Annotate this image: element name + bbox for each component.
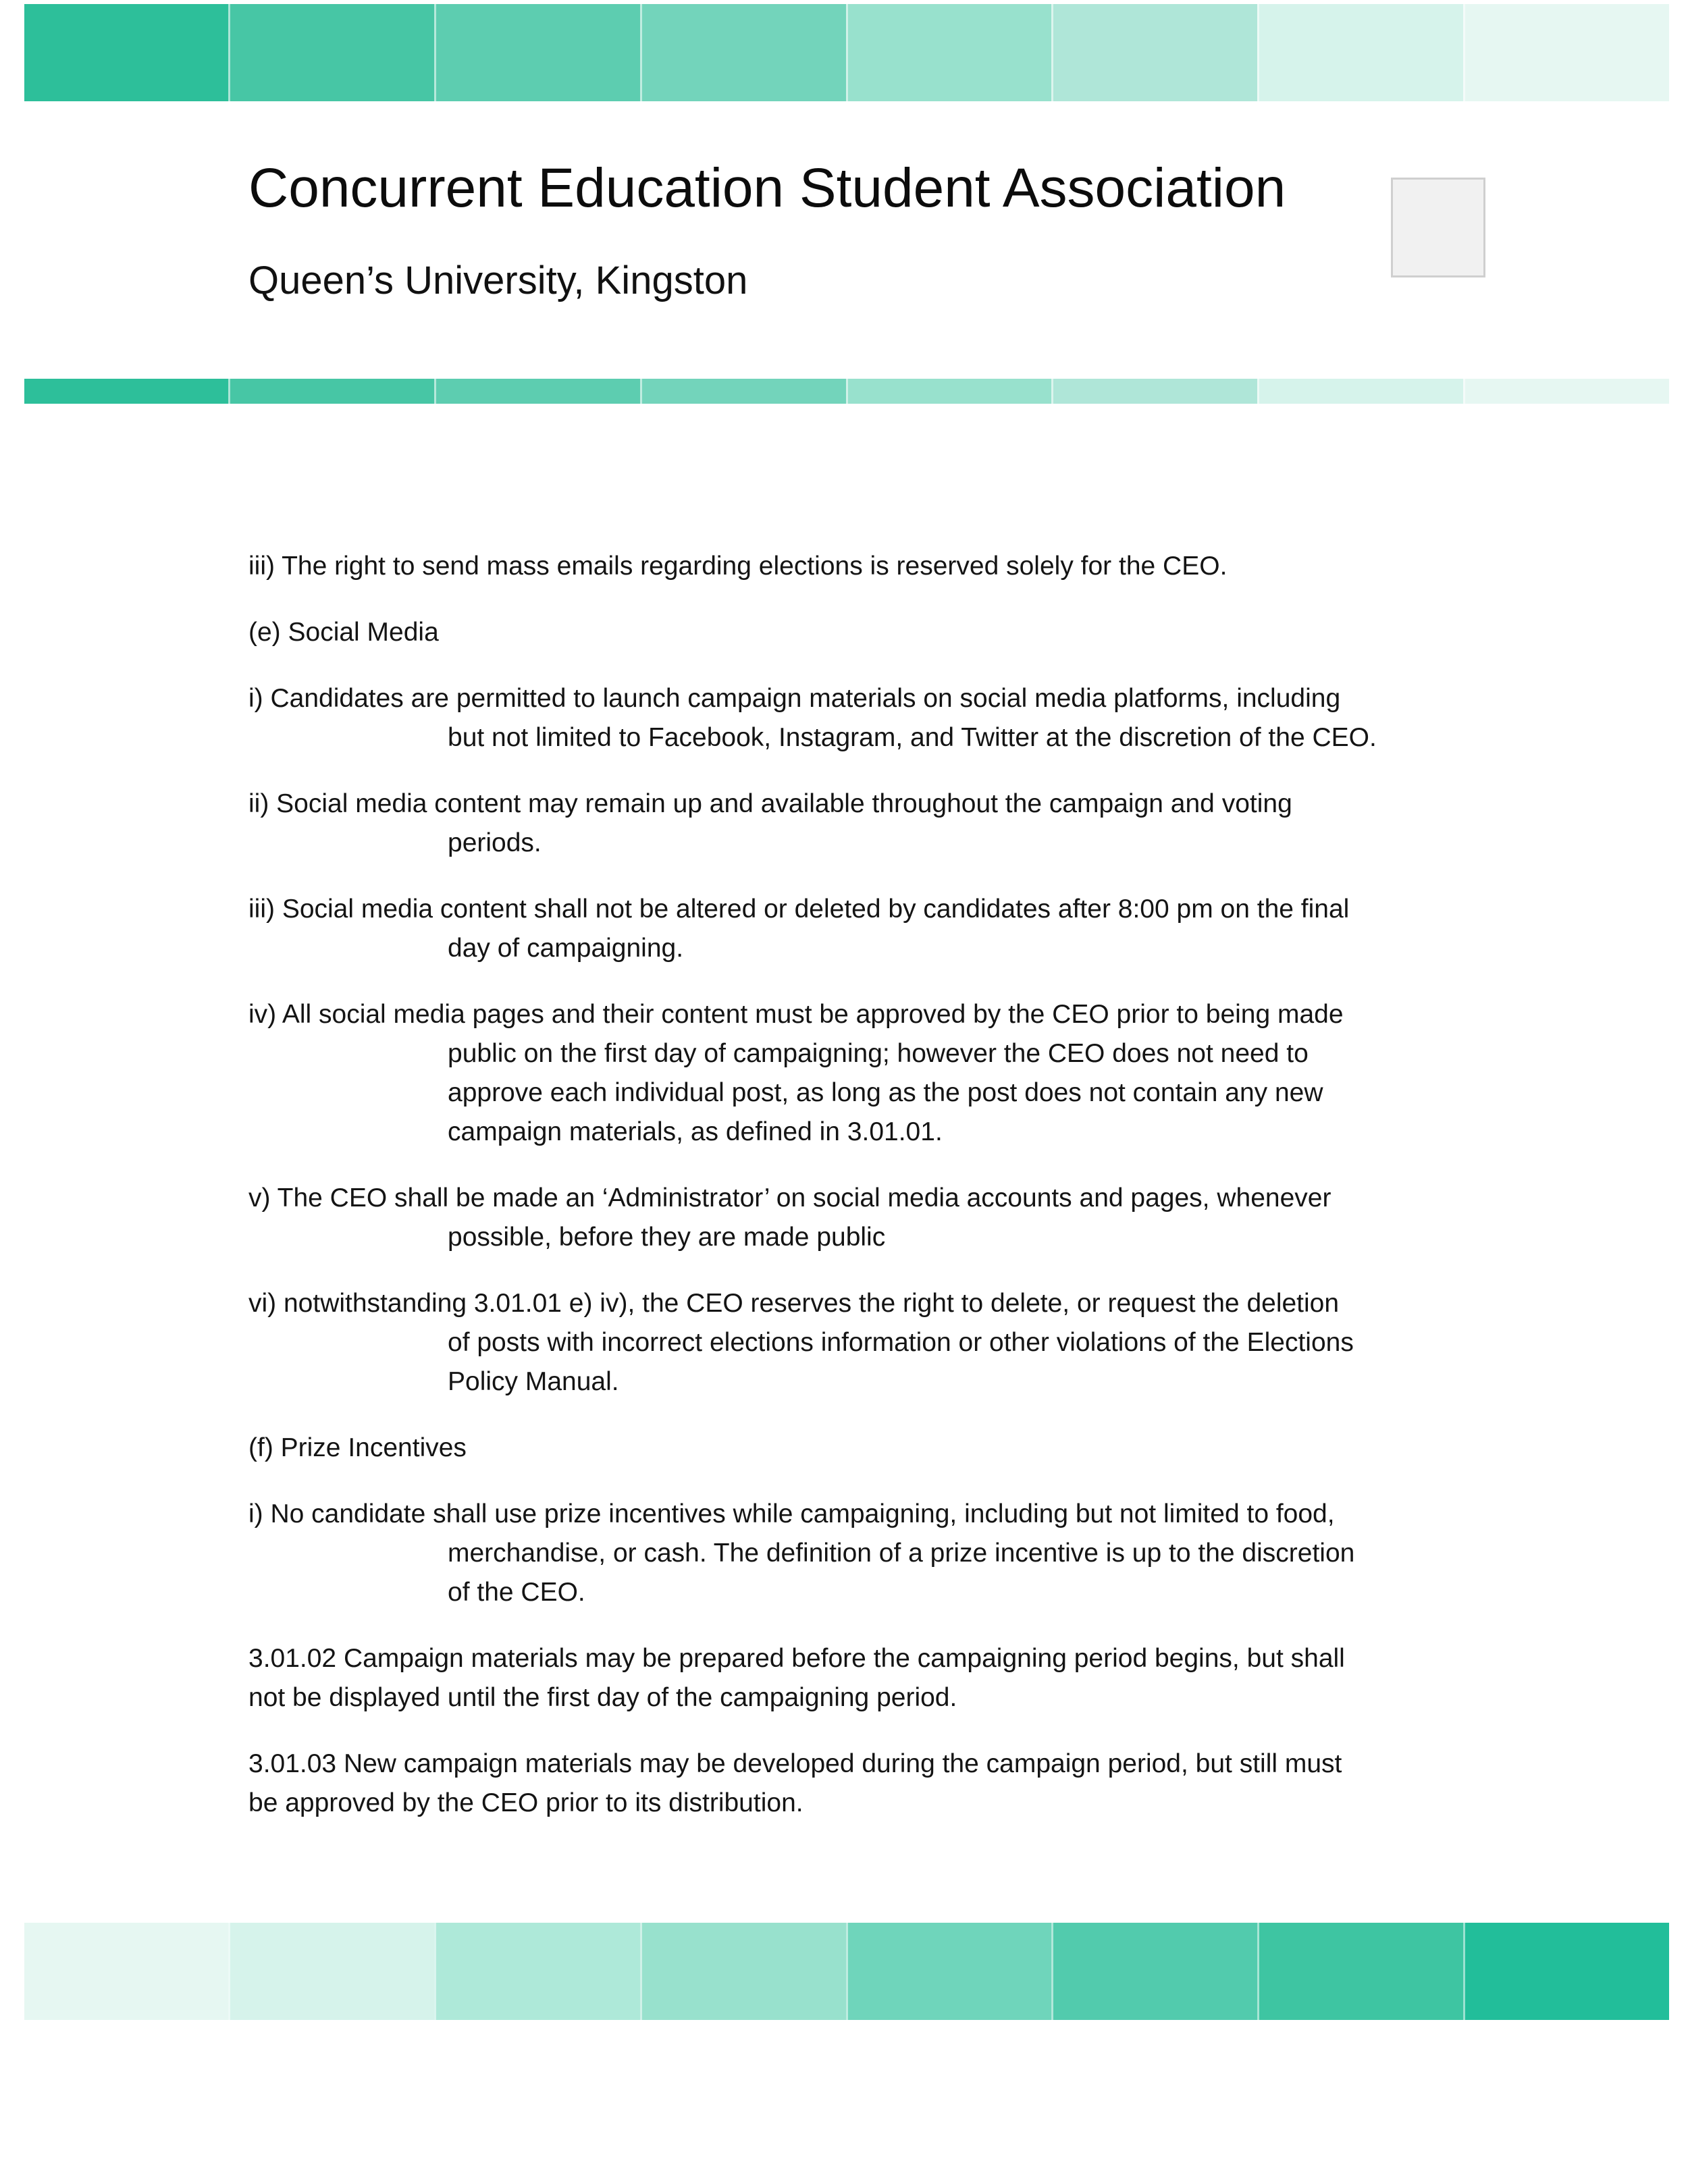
paragraph-line: iii) Social media content shall not be altered or deleted by candidates after 8:00 pm on the final xyxy=(248,895,1350,924)
bottom-band-segment xyxy=(228,1923,434,2020)
top-band-segment xyxy=(1051,4,1257,101)
document-subtitle: Queen’s University, Kingston xyxy=(248,259,748,302)
bottom-band-segment xyxy=(1257,1923,1463,2020)
top-band-segment xyxy=(1257,4,1463,101)
top-color-band xyxy=(24,4,1669,101)
mid-band-segment xyxy=(24,379,228,404)
paragraph-sm-iv xyxy=(248,995,1450,1152)
bottom-band-segment xyxy=(24,1923,228,2020)
paragraph-line: periods. xyxy=(448,828,542,857)
document-body xyxy=(248,547,1450,1850)
paragraph-line: iii) The right to send mass emails regarding elections is reserved solely for the CEO. xyxy=(248,552,1228,581)
paragraph-line: i) No candidate shall use prize incentives while campaigning, including but not limited to food, xyxy=(248,1499,1335,1528)
top-band-segment xyxy=(640,4,846,101)
mid-band-segment xyxy=(1463,379,1669,404)
paragraph-line: iv) All social media pages and their content must be approved by the CEO prior to being made xyxy=(248,1000,1344,1029)
paragraph-sm-v xyxy=(248,1179,1450,1257)
paragraph-line: public on the first day of campaigning; however the CEO does not need to xyxy=(448,1039,1309,1068)
mid-band-segment xyxy=(846,379,1052,404)
top-band-segment xyxy=(228,4,434,101)
paragraph-line: 3.01.02 Campaign materials may be prepared before the campaigning period begins, but shall xyxy=(248,1644,1345,1673)
paragraph-line: ii) Social media content may remain up and available throughout the campaign and voting xyxy=(248,789,1292,818)
paragraph-line: but not limited to Facebook, Instagram, and Twitter at the discretion of the CEO. xyxy=(448,723,1377,752)
paragraph-line: (e) Social Media xyxy=(248,618,439,647)
paragraph-sm-ii xyxy=(248,784,1450,863)
header-divider-band xyxy=(24,379,1669,404)
paragraph-line: merchandise, or cash. The definition of a prize incentive is up to the discretion xyxy=(448,1539,1355,1568)
paragraph-line: i) Candidates are permitted to launch campaign materials on social media platforms, including xyxy=(248,684,1341,713)
logo-placeholder xyxy=(1391,178,1485,277)
top-band-segment xyxy=(434,4,640,101)
top-band-segment xyxy=(24,4,228,101)
paragraph-line: of the CEO. xyxy=(448,1578,585,1607)
bottom-band-segment xyxy=(640,1923,846,2020)
paragraph-sm-iii xyxy=(248,890,1450,968)
top-band-segment xyxy=(1463,4,1669,101)
paragraph-s-3-01-02 xyxy=(248,1639,1450,1717)
bottom-band-segment xyxy=(1051,1923,1257,2020)
paragraph-line: 3.01.03 New campaign materials may be developed during the campaign period, but still must xyxy=(248,1749,1342,1778)
paragraph-line: Policy Manual. xyxy=(448,1367,619,1396)
paragraph-line: not be displayed until the first day of the campaigning period. xyxy=(248,1683,957,1712)
bottom-band-segment xyxy=(846,1923,1052,2020)
mid-band-segment xyxy=(640,379,846,404)
mid-band-segment xyxy=(434,379,640,404)
paragraph-iii-mass-emails xyxy=(248,547,1450,586)
paragraph-line: day of campaigning. xyxy=(448,934,684,963)
paragraph-f-prize-heading xyxy=(248,1429,1450,1468)
paragraph-line: (f) Prize Incentives xyxy=(248,1433,467,1462)
paragraph-prize-i xyxy=(248,1495,1450,1612)
top-band-segment xyxy=(846,4,1052,101)
paragraph-line: possible, before they are made public xyxy=(448,1223,886,1252)
document-title: Concurrent Education Student Association xyxy=(248,157,1286,219)
paragraph-line: campaign materials, as defined in 3.01.01. xyxy=(448,1117,943,1146)
mid-band-segment xyxy=(1257,379,1463,404)
paragraph-line: approve each individual post, as long as the post does not contain any new xyxy=(448,1078,1323,1107)
mid-band-segment xyxy=(228,379,434,404)
paragraph-sm-i xyxy=(248,679,1450,757)
paragraph-s-3-01-03 xyxy=(248,1744,1450,1823)
paragraph-line: be approved by the CEO prior to its distribution. xyxy=(248,1788,803,1817)
paragraph-sm-vi xyxy=(248,1284,1450,1402)
bottom-band-segment xyxy=(1463,1923,1669,2020)
paragraph-line: of posts with incorrect elections information or other violations of the Elections xyxy=(448,1328,1354,1357)
bottom-color-band xyxy=(24,1923,1669,2020)
paragraph-e-social-media-heading xyxy=(248,613,1450,652)
paragraph-line: vi) notwithstanding 3.01.01 e) iv), the CEO reserves the right to delete, or request the deletion xyxy=(248,1289,1340,1318)
paragraph-line: v) The CEO shall be made an ‘Administrator’ on social media accounts and pages, whenever xyxy=(248,1183,1331,1213)
mid-band-segment xyxy=(1051,379,1257,404)
bottom-band-segment xyxy=(434,1923,640,2020)
